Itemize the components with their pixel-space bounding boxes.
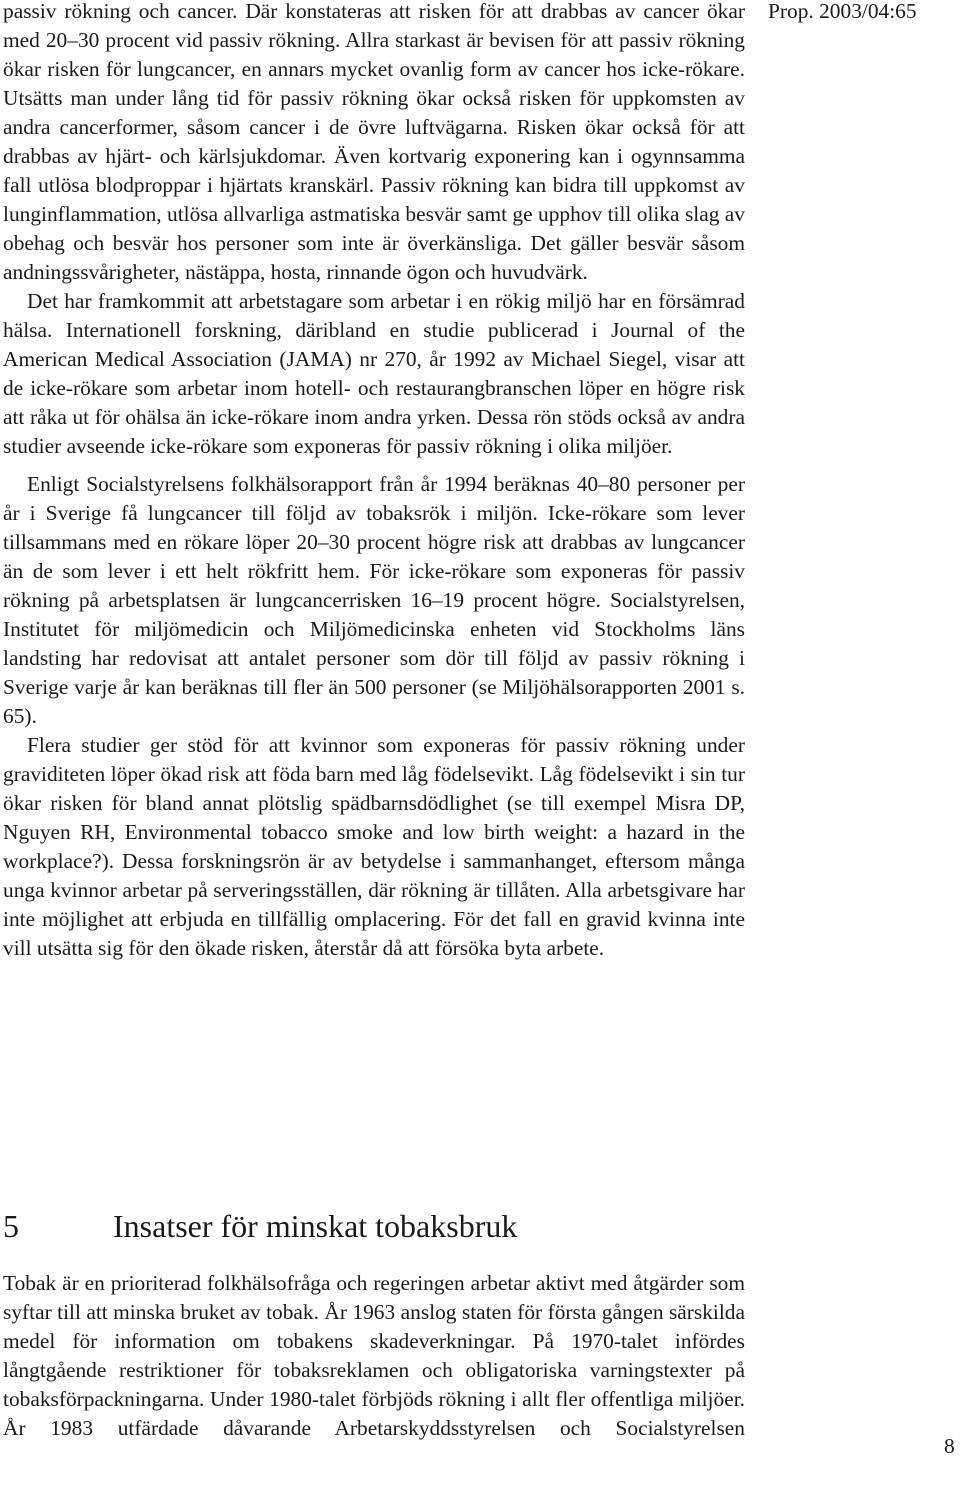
body-column [3, 0, 745, 963]
page-number: 8 [944, 1434, 955, 1458]
section-title: Insatser för minskat tobaksbruk [113, 1208, 518, 1244]
paragraph-lung-cancer-statistics: Enligt Socialstyrelsens folkhälsorapport från år 1994 beräknas 40–80 personer per år i Sverige få lungcancer till följd av tobaksrök i miljön. Icke-rökare som lever tillsammans med en rökare löper 20–30 procent högre risk att drabbas av lungcancer än de som lever i ett helt rökfritt hem. För icke-rökare som exponeras för passiv rökning på arbetsplatsen är lungcancerrisken 16–19 procent högre. Socialstyrelsen, Institutet för miljömedicin och Miljömedicinska enheten vid Stockholms läns landsting har redovisat att antalet personer som dör till följd av passiv rökning i Sverige varje år kan beräknas till fler än 500 personer (se Miljöhälsorapporten 2001 s. 65). [3, 472, 745, 728]
paragraph-passive-smoking-cancer: passiv rökning och cancer. Där konstateras att risken för att drabbas av cancer ökar med 20–30 procent vid passiv rökning. Allra starkast är bevisen för att passiv rökning ökar risken för lungcancer, en annars mycket ovanlig form av cancer hos icke-rökare. Utsätts man under lång tid för passiv rökning ökar också risken för uppkomsten av andra cancerformer, såsom cancer i de övre luftvägarna. Risken ökar också för att drabbas av hjärt- och kärlsjukdomar. Även kortvarig exponering kan i ogynnsamma fall utlösa blodproppar i hjärtats kranskärl. Passiv rökning kan bidra till uppkomst av lunginflammation, utlösa allvarliga astmatiska besvär samt ge upphov till olika slag av obehag och besvär hos personer som inte är överkänsliga. Det gäller besvär såsom andningssvårigheter, nästäppa, hosta, rinnande ögon och huvudvärk. [3, 0, 745, 284]
section-number: 5 [3, 1208, 19, 1244]
proposition-label: Prop. 2003/04:65 [768, 0, 917, 23]
paragraph-pregnancy-risk: Flera studier ger stöd för att kvinnor som exponeras för passiv rökning under graviditeten löper ökad risk att föda barn med låg födelsevikt. Låg födelsevikt i sin tur ökar risken för bland annat plötslig spädbarnsdödlighet (se till exempel Misra DP, Nguyen RH, Environmental tobacco smoke and low birth weight: a hazard in the workplace?). Dessa forskningsrön är av betydelse i sammanhanget, eftersom många unga kvinnor arbetar på serveringsställen, där rökning är tillåten. Alla arbetsgivare har inte möjlighet att erbjuda en tillfällig omplacering. För det fall en gravid kvinna inte vill utsätta sig för den ökade risken, återstår då att försöka byta arbete. [3, 733, 745, 960]
section-body [3, 1269, 745, 1443]
paragraph-tobacco-measures: Tobak är en prioriterad folkhälsofråga och regeringen arbetar aktivt med åtgärder som syftar till att minska bruket av tobak. År 1963 anslog staten för första gången särskilda medel för information om tobakens skadeverkningar. På 1970-talet infördes långtgående restriktioner för tobaksreklamen och obligatoriska varningstexter på tobaksförpackningarna. Under 1980-talet förbjöds rökning i allt fler offentliga miljöer. År 1983 utfärdade dåvarande Arbetarskyddsstyrelsen och Socialstyrelsen [3, 1271, 745, 1440]
section-heading [3, 1206, 745, 1246]
paragraph-workplace-health: Det har framkommit att arbetstagare som arbetar i en rökig miljö har en försämrad hälsa. Internationell forskning, däribland en studie publicerad i Journal of the American Medical Association (JAMA) nr 270, år 1992 av Michael Siegel, visar att de icke-rökare som arbetar inom hotell- och restaurangbranschen löper en högre risk att råka ut för ohälsa än icke-rökare inom andra yrken. Dessa rön stöds också av andra studier avseende icke-rökare som exponeras för passiv rökning i olika miljöer. [3, 289, 745, 458]
